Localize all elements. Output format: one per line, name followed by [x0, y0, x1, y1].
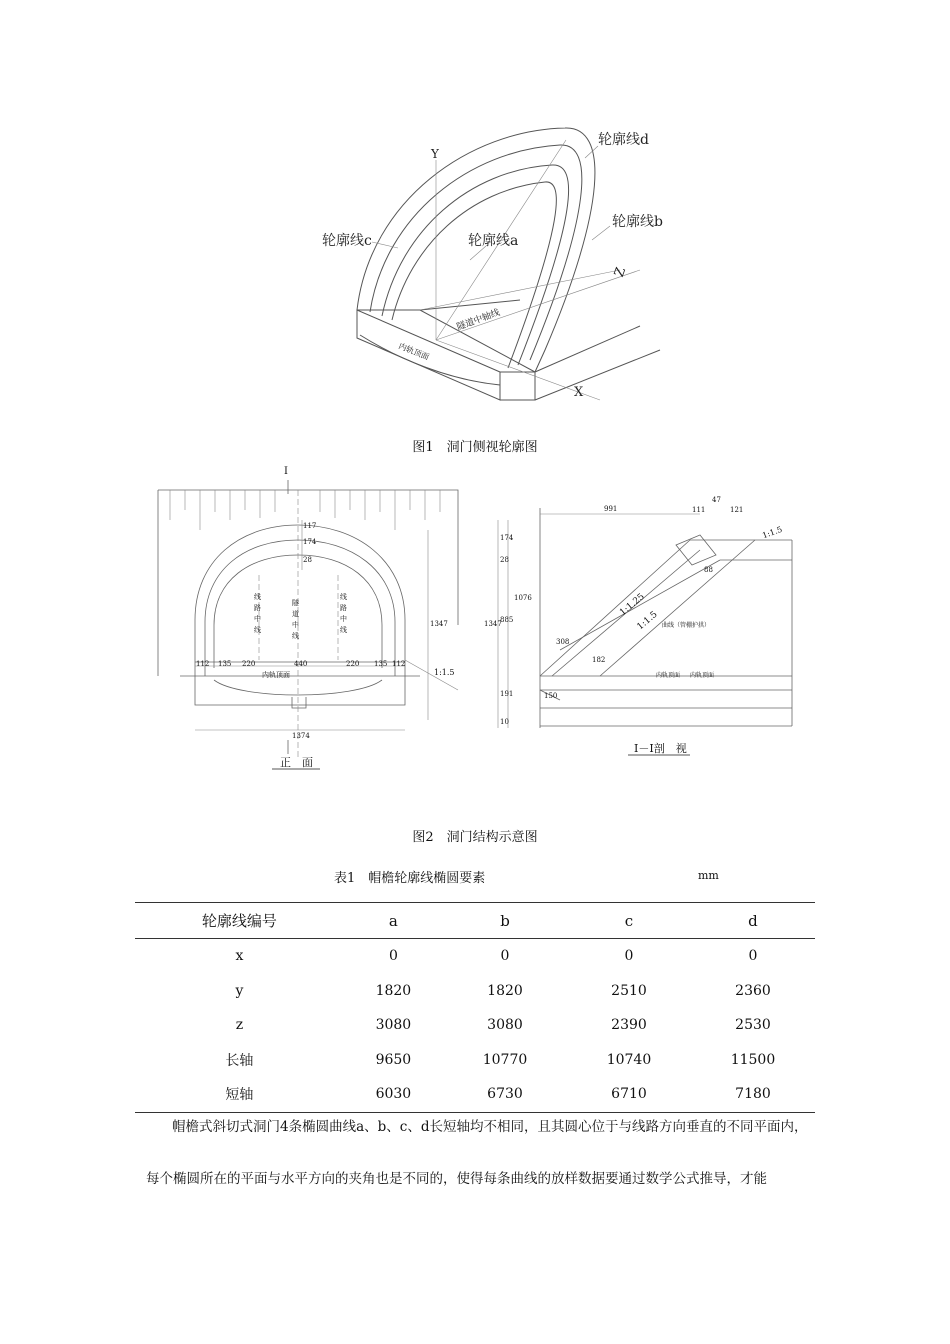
front-dim-total-width: 1374 — [292, 732, 310, 740]
front-view-title: 正 面 — [280, 756, 313, 769]
table-cell: 0 — [500, 948, 510, 965]
section-label-rail-1: 内轨顶面 — [656, 672, 681, 679]
table1-header-row — [135, 903, 815, 939]
table-row — [135, 1043, 815, 1078]
table1 — [135, 902, 815, 1113]
table-cell: 2530 — [735, 1017, 771, 1034]
table-cell: 0 — [748, 948, 758, 965]
table-cell: 7180 — [691, 1077, 815, 1112]
section-slope-3: 1:1.5 — [761, 524, 784, 541]
front-center-label-1: 线路中线 — [254, 593, 261, 634]
fig1-axis-x: X — [574, 385, 584, 400]
section-dim-left-6: 150 — [544, 692, 558, 700]
table-cell: 短轴 — [135, 1077, 344, 1112]
section-dim-left-5: 191 — [500, 690, 514, 698]
front-dim-v-117: 117 — [303, 522, 317, 530]
section-dim-left-0: 1347 — [484, 620, 502, 628]
section-dim-111: 111 — [692, 506, 706, 514]
table1-header: d — [691, 903, 815, 939]
table-row — [135, 939, 815, 974]
section-label-curve: 曲线（管棚护拱） — [662, 622, 711, 629]
paragraph-line-1: 帽檐式斜切式洞门4条椭圆曲线a、b、c、d长短轴均不相同，且其圆心位于与线路方向垂直的不同平面内， — [172, 1119, 808, 1135]
fig1-axis-y: Y — [431, 147, 439, 161]
table-cell: 长轴 — [225, 1052, 254, 1069]
table-cell: 0 — [388, 948, 398, 965]
table-cell: 11500 — [730, 1051, 776, 1068]
fig1-label-d: 轮廓线d — [598, 132, 649, 148]
table-cell: 6710 — [567, 1077, 691, 1112]
table-cell: 10740 — [606, 1051, 652, 1068]
table-cell: 0 — [624, 948, 634, 965]
fig1-axis-z: Z — [611, 265, 630, 280]
front-section-mark-top: I — [284, 466, 288, 477]
table1-header: 轮廓线编号 — [135, 903, 344, 939]
figure2-caption: 图2 洞门结构示意图 — [412, 830, 538, 845]
front-dim-b5: 135 — [374, 660, 388, 668]
front-rail-label: 内轨顶面 — [262, 671, 290, 679]
table-cell: x — [235, 948, 244, 965]
table-row — [135, 1077, 815, 1112]
table-cell: 2390 — [611, 1017, 647, 1034]
fig1-label-b: 轮廓线b — [612, 214, 663, 230]
section-slope-2: 1:1.5 — [635, 609, 660, 633]
section-slope-1: 1:1.25 — [618, 591, 647, 619]
section-view-title: I－I剖 视 — [634, 742, 687, 755]
fig1-label-a: 轮廓线a — [468, 233, 519, 249]
fig1-inner-surface: 内轨顶面 — [397, 341, 431, 362]
section-dim-left-3: 174 — [500, 534, 514, 542]
table-cell: 10770 — [482, 1051, 528, 1068]
front-dim-v-174: 174 — [303, 538, 317, 546]
front-center-label-2: 隧道中线 — [292, 599, 299, 640]
table-cell: 2360 — [735, 982, 771, 999]
front-dim-total-height: 1347 — [430, 620, 448, 628]
front-dim-b3: 440 — [294, 660, 308, 668]
front-dim-b4: 220 — [346, 660, 360, 668]
section-dim-121: 121 — [730, 506, 744, 514]
table-cell: 2510 — [611, 982, 647, 999]
section-dim-left-2: 885 — [500, 616, 514, 624]
table-cell: 6030 — [344, 1077, 443, 1112]
figure1-caption: 图1 洞门侧视轮廓图 — [412, 440, 538, 455]
table1-header: b — [443, 903, 567, 939]
front-dim-b2: 220 — [242, 660, 256, 668]
section-dim-left-1: 1076 — [514, 594, 532, 602]
section-label-rail-2: 内轨顶面 — [690, 672, 715, 679]
table1-unit: mm — [698, 869, 719, 882]
front-dim-b0: 112 — [196, 660, 210, 668]
section-dim-left-7: 10 — [500, 718, 509, 726]
table-cell: y — [235, 982, 244, 999]
table1-header: c — [567, 903, 691, 939]
section-dim-47: 47 — [712, 496, 721, 504]
table-cell: 3080 — [487, 1017, 523, 1034]
table1-title: 表1 帽檐轮廓线椭圆要素 — [334, 871, 486, 886]
table-row — [135, 1008, 815, 1043]
table-cell: 1820 — [487, 982, 523, 999]
table-cell: 1820 — [375, 982, 412, 999]
section-dim-88: 88 — [704, 566, 713, 574]
table-cell: 3080 — [375, 1017, 412, 1034]
table-cell: 9650 — [375, 1051, 412, 1068]
section-dim-left-4: 28 — [500, 556, 509, 564]
fig1-tunnel-axis: 隧道中轴线 — [455, 308, 502, 333]
front-dim-b6: 112 — [392, 660, 406, 668]
table-cell: z — [235, 1017, 244, 1034]
front-dim-v-28: 28 — [303, 556, 312, 564]
section-dim-182: 182 — [592, 656, 606, 664]
front-dim-b1: 135 — [218, 660, 232, 668]
section-dim-991: 991 — [604, 505, 618, 513]
fig1-label-c: 轮廓线c — [322, 233, 372, 249]
section-dim-308: 308 — [556, 638, 570, 646]
paragraph-line-2: 每个椭圆所在的平面与水平方向的夹角也是不同的，使得每条曲线的放样数据要通过数学公式推导，才能 — [146, 1171, 767, 1187]
table-row — [135, 974, 815, 1009]
table1-header: a — [344, 903, 443, 939]
front-center-label-3: 线路中线 — [340, 593, 347, 634]
front-slope: 1:1.5 — [434, 668, 455, 677]
table-cell: 6730 — [443, 1077, 567, 1112]
